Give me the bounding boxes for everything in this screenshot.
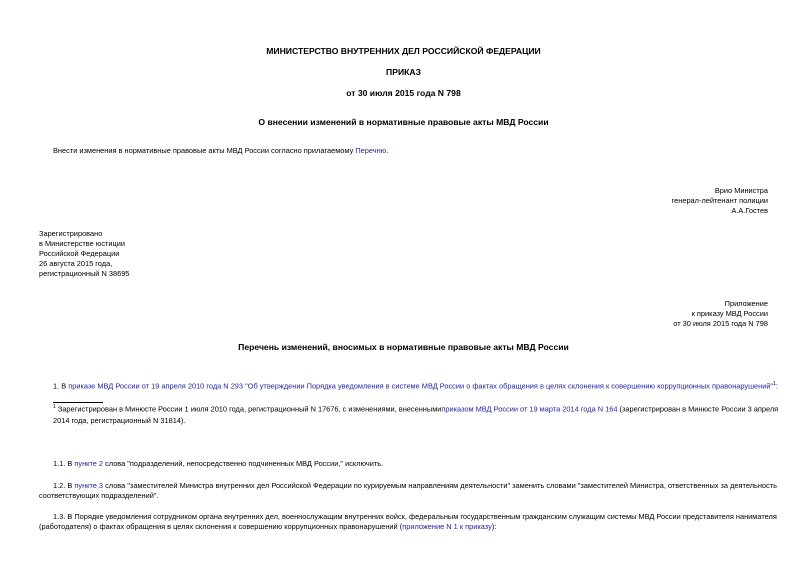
footnote-line-2: 2014 года, регистрационный N 31814). [53,416,186,426]
registration-line: в Министерстве юстиции [39,238,126,248]
footnote-text: Зарегистрирован в Минюсте России 1 июля 2010 года, регистрационный N 17676, с изменениями, внесенными [55,404,442,414]
item-1-3-line-2-text: (работодателя) о фактах обращения в целях склонения к совершению коррупционных правонарушений ( [39,521,403,531]
appendix-1-link[interactable]: приложение N 1 к приказу [402,521,492,531]
registration-block [39,229,129,279]
appendix-block [568,299,768,329]
item-1-suffix: : [775,381,778,391]
signature-name: А.А.Гостев [731,205,768,215]
doc-type-heading: ПРИКАЗ [386,67,421,77]
item-1-1-text: слова "подразделений, непосредственно подчиненных МВД России," исключить. [103,459,384,468]
list-title: Перечень изменений, вносимых в нормативные правовые акты МВД России [238,342,569,352]
punkt-3-link[interactable]: пункте 3 [74,481,104,490]
doc-date-number: от 30 июля 2015 года N 798 [346,88,461,98]
item-1-prefix: 1. В [53,381,69,391]
item-1-1-prefix: 1.1. В [53,459,75,468]
perechen-link[interactable]: Перечню [355,146,387,155]
item-1-3-line-2 [39,522,773,532]
item-1-3-line-2-end: ): [491,521,497,531]
footnote-mark: 1 [53,404,56,410]
appendix-line: к приказу МВД России [691,308,768,318]
registration-line: Российской Федерации [39,248,120,258]
signature-rank: генерал-лейтенант полиции [671,195,768,205]
intro-end: . [386,146,389,155]
item-1-1 [53,459,773,469]
item-1 [53,381,778,391]
intro-paragraph [53,146,388,156]
intro-text: Внести изменения в нормативные правовые акты МВД России согласно прилагаемому [53,146,356,155]
item-1-3 [39,512,777,532]
order-293-link[interactable]: приказе МВД России от 19 апреля 2010 года N 293 "Об утверждении Порядка уведомления в системе МВД России о фактах обращения в целях склонения к совершению коррупционных правонарушений" [68,381,774,391]
footnote-text-2: (зарегистрирован в Минюсте России 3 апреля [617,404,779,414]
registration-line: регистрационный N 38695 [39,268,130,278]
signature-block [568,186,768,216]
footnote [53,404,779,426]
item-1-2-text: слова "заместителей Министра внутренних дел Российской Федерации по курируемым направлениям деятельности" заменить словами "заместителей Министра, ответственных за деятельность [103,481,777,490]
appendix-line: Приложение [724,299,768,308]
item-1-2 [39,481,777,501]
item-1-2-line-2: соответствующих подразделений". [39,490,159,500]
punkt-2-link[interactable]: пункте 2 [74,459,104,468]
registration-line: 26 августа 2015 года, [39,258,113,268]
signature-position: Врио Министра [714,186,768,195]
footnote-ref[interactable]: 1 [773,381,776,387]
registration-line: Зарегистрировано [39,229,103,238]
item-1-3-text: 1.3. В Порядке уведомления сотрудником органа внутренних дел, военнослужащим внутренних войск, федеральным государственным гражданским служащим системы МВД России представителя нанимателя [53,512,777,521]
ministry-heading: МИНИСТЕРСТВО ВНУТРЕННИХ ДЕЛ РОССИЙСКОЙ ФЕДЕРАЦИИ [266,46,541,56]
doc-title: О внесении изменений в нормативные правовые акты МВД России [258,117,549,127]
appendix-line: от 30 июля 2015 года N 798 [673,318,768,328]
item-1-2-prefix: 1.2. В [53,481,75,490]
order-164-link[interactable]: приказом МВД России от 19 марта 2014 года N 164 [441,404,618,414]
footnote-divider [53,402,103,403]
